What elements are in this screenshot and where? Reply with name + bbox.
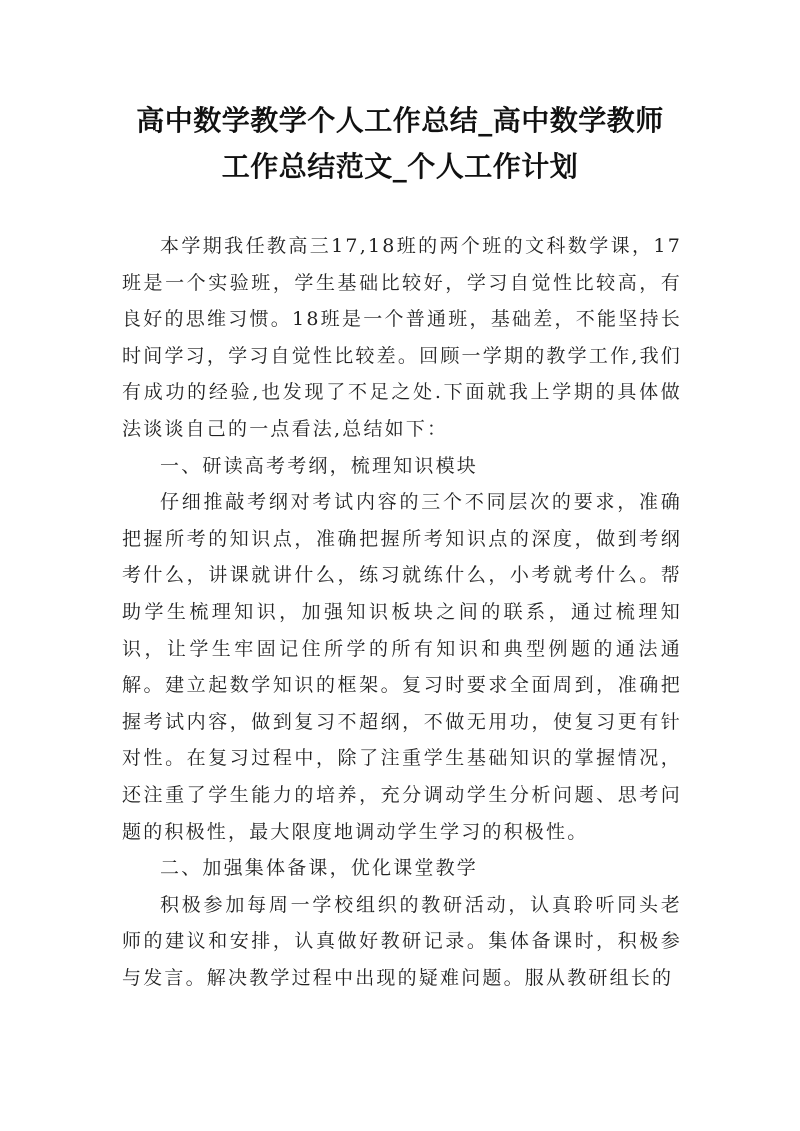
section-2-paragraph: 积极参加每周一学校组织的教研活动，认真聆听同头老师的建议和安排，认真做好教研记录。集体备课时，积极参与发言。解决教学过程中出现的疑难问题。服从教研组长的 — [122, 893, 682, 989]
title-line-2: 工作总结范文_个人工作计划 — [221, 150, 579, 183]
section-heading-1: 一、研读高考考纲，梳理知识模块 — [160, 454, 479, 477]
intro-paragraph: 本学期我任教高三17,18班的两个班的文科数学课，17班是一个实验班，学生基础比较好，学习自觉性比较高，有良好的思维习惯。18班是一个普通班，基础差，不能坚持长时间学习，学习自觉性比较差。回顾一学期的教学工作,我们有成功的经验,也发现了不足之处.下面就我上学期的具体做法谈谈自己的一点看法,总结如下： — [122, 235, 682, 440]
section-heading-2: 二、加强集体备课，优化课堂教学 — [160, 857, 479, 880]
section-1-paragraph: 仔细推敲考纲对考试内容的三个不同层次的要求，准确把握所考的知识点，准确把握所考知识点的深度，做到考纲考什么，讲课就讲什么，练习就练什么，小考就考什么。帮助学生梳理知识，加强知识板块之间的联系，通过梳理知识，让学生牢固记住所学的所有知识和典型例题的通法通解。建立起数学知识的框架。复习时要求全面周到，准确把握考试内容，做到复习不超纲，不做无用功，使复习更有针对性。在复习过程中，除了注重学生基础知识的掌握情况，还注重了学生能力的培养，充分调动学生分析问题、思考问题的积极性，最大限度地调动学生学习的积极性。 — [122, 491, 682, 843]
document-body — [122, 228, 682, 996]
document-title — [100, 98, 700, 190]
title-line-1: 高中数学教学个人工作总结_高中数学教师 — [136, 104, 664, 137]
